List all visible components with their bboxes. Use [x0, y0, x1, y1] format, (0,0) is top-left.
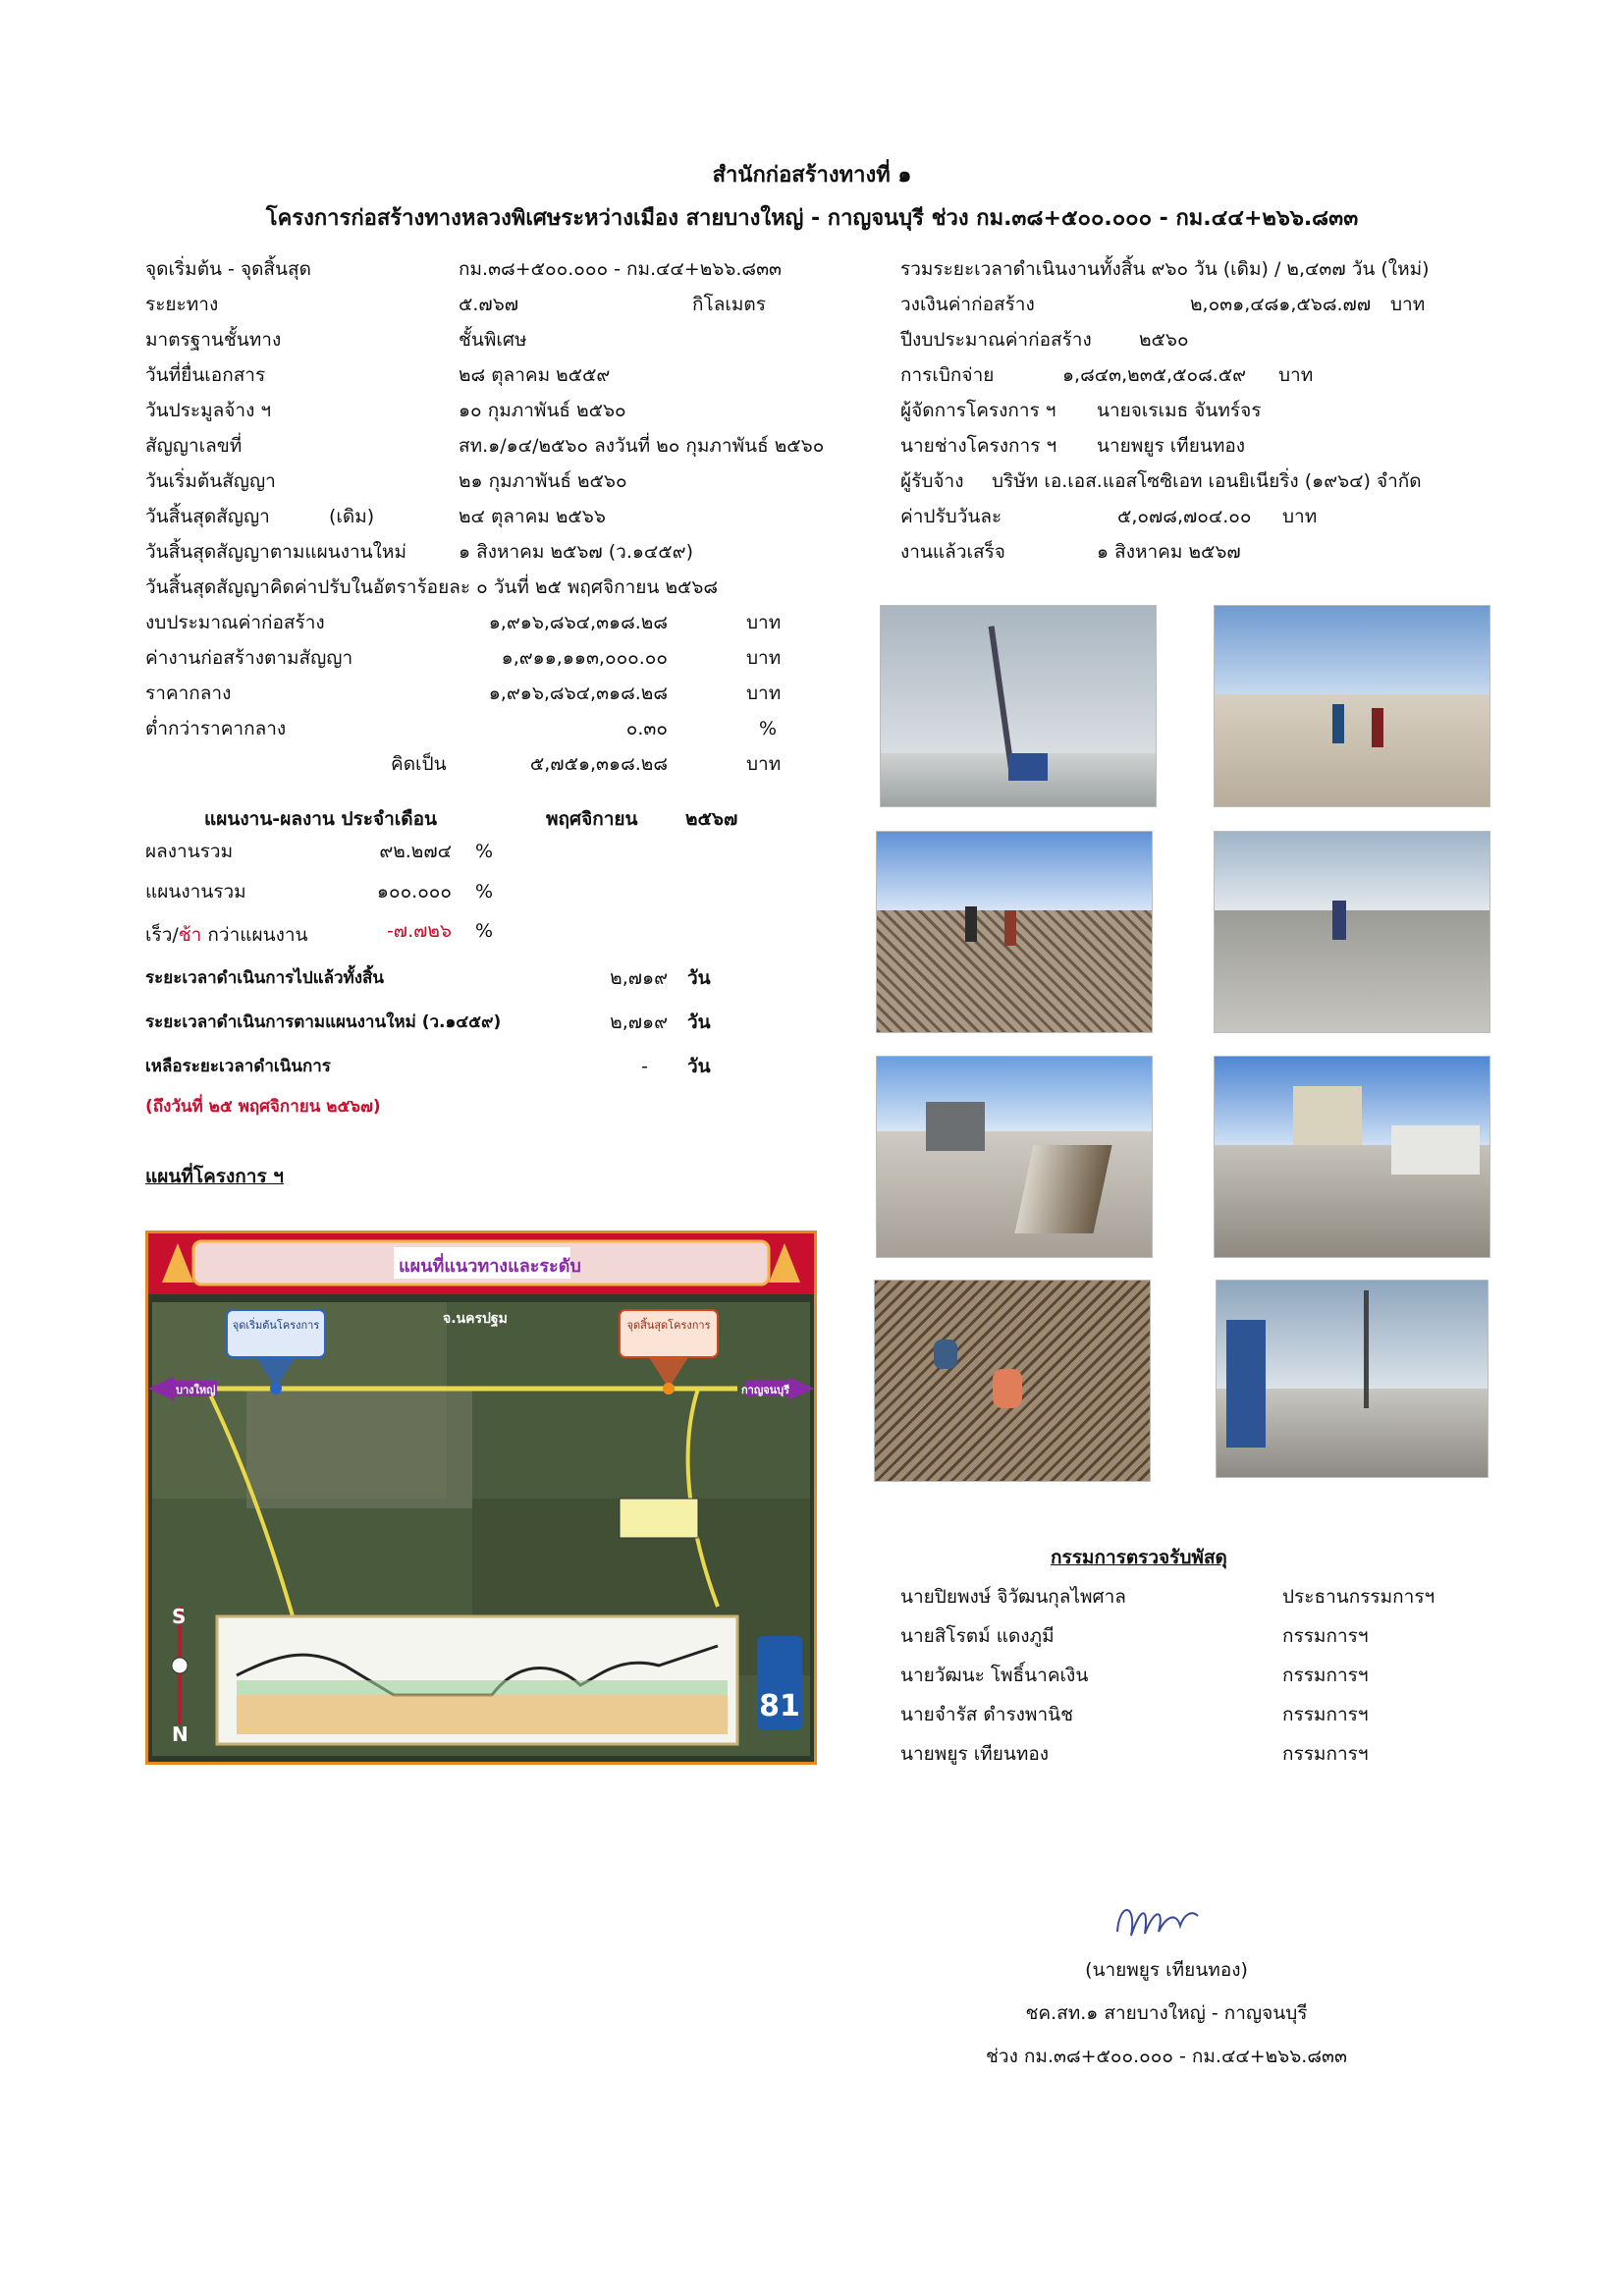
concrete-truck-photo — [876, 1056, 1153, 1258]
contractor-label: ผู้รับจ้าง — [900, 470, 964, 492]
below-median-unit: % — [759, 718, 778, 739]
start-end-label: จุดเริ่มต้น - จุดสิ้นสุด — [145, 258, 311, 280]
workers-rebar-photo — [874, 1280, 1151, 1482]
signer-name: (นายพยูร เทียนทอง) — [1085, 1959, 1248, 1981]
member-5-role: กรรมการฯ — [1282, 1743, 1369, 1765]
below-median-label: ต่ำกว่าราคากลาง — [145, 718, 287, 739]
ahead-text: เร็ว — [145, 924, 173, 946]
concrete-pour-photo — [1214, 1056, 1490, 1258]
contract-cost-unit: บาท — [746, 647, 782, 669]
construction-budget-unit: บาท — [1390, 294, 1426, 315]
bid-date-label: วันประมูลจ้าง ฯ — [145, 400, 272, 421]
actual-progress-label: ผลงานรวม — [145, 841, 234, 862]
distance-unit: กิโลเมตร — [692, 294, 766, 315]
elapsed-unit: วัน — [687, 967, 711, 989]
progress-year: ๒๕๖๗ — [685, 808, 738, 830]
disbursement-unit: บาท — [1278, 364, 1314, 386]
equivalent-unit: บาท — [746, 753, 782, 775]
behind-text: ช้า — [178, 924, 202, 946]
contract-end-note: (เดิม) — [329, 506, 375, 527]
actual-progress-unit: % — [475, 841, 494, 862]
equivalent-label: คิดเป็น — [391, 753, 447, 775]
project-manager-label: ผู้จัดการโครงการ ฯ — [900, 400, 1056, 421]
fiscal-year-value: ๒๕๖๐ — [1139, 329, 1189, 351]
concrete-finishing-photo — [1214, 831, 1490, 1033]
project-engineer-value: นายพยูร เทียนทอง — [1097, 435, 1246, 457]
project-engineer-label: นายช่างโครงการ ฯ — [900, 435, 1057, 457]
fiscal-year-label: ปีงบประมาณค่าก่อสร้าง — [900, 329, 1092, 351]
daily-fine-unit: บาท — [1282, 506, 1318, 527]
below-median-value: ๐.๓๐ — [625, 718, 668, 739]
contractor-value: บริษัท เอ.เอส.แอสโซซิเอท เอนยิเนียริ่ง (๑๙๖๔) จำกัด — [992, 470, 1422, 492]
median-price-value: ๑,๙๑๖,๘๖๔,๓๑๘.๒๘ — [488, 683, 668, 704]
contract-no-label: สัญญาเลขที่ — [145, 435, 243, 457]
province-label: จ.นครปฐม — [443, 1311, 508, 1327]
project-map — [145, 1230, 817, 1765]
contract-end-label: วันสิ้นสุดสัญญา — [145, 506, 270, 527]
member-1-role: ประธานกรรมการฯ — [1282, 1586, 1435, 1608]
contract-end-value: ๒๔ ตุลาคม ๒๕๖๖ — [459, 506, 606, 527]
member-1-name: นายปิยพงษ์ จิวัฒนกุลไพศาล — [900, 1586, 1126, 1608]
distance-value: ๕.๗๖๗ — [459, 294, 519, 315]
project-title: โครงการก่อสร้างทางหลวงพิเศษระหว่างเมือง สายบางใหญ่ - กาญจนบุรี ช่วง กม.๓๘+๕๐๐.๐๐๐ - กม.๔๔+๒๖๖.๘๓๓ — [265, 206, 1359, 231]
submit-date-value: ๒๘ ตุลาคม ๒๕๕๙ — [459, 364, 611, 386]
new-plan-duration-label: ระยะเวลาดำเนินการตามแผนงานใหม่ (ว.๑๔๕๙) — [145, 1012, 502, 1032]
slash-text: / — [172, 924, 179, 946]
compass-n: N — [172, 1722, 189, 1746]
total-duration-label: รวมระยะเวลาดำเนินงานทั้งสิ้น ๙๖๐ วัน (เดิม) / ๒,๔๓๗ วัน (ใหม่) — [900, 258, 1430, 280]
construction-budget-label: วงเงินค่าก่อสร้าง — [900, 294, 1035, 315]
crane-photo — [880, 605, 1157, 807]
median-price-unit: บาท — [746, 683, 782, 704]
planned-progress-unit: % — [475, 881, 494, 902]
completion-value: ๑ สิงหาคม ๒๕๖๗ — [1097, 541, 1241, 563]
compass-s: S — [172, 1605, 187, 1628]
budget-label: งบประมาณค่าก่อสร้าง — [145, 612, 325, 633]
signer-position: ชค.สท.๑ สายบางใหญ่ - กาญจนบุรี — [1025, 2002, 1308, 2024]
start-label: จุดเริ่มต้นโครงการ — [232, 1319, 320, 1332]
member-4-name: นายจำรัส ดำรงพานิช — [900, 1704, 1074, 1725]
ahead-behind-label — [145, 923, 308, 947]
crane-truck-photo — [1216, 1280, 1489, 1478]
contract-no-value: สท.๑/๑๔/๒๕๖๐ ลงวันที่ ๒๐ กุมภาพันธ์ ๒๕๖๐ — [459, 435, 825, 457]
handwritten-signature — [1108, 1892, 1206, 1951]
daily-fine-label: ค่าปรับวันละ — [900, 506, 1002, 527]
new-plan-duration-unit: วัน — [687, 1011, 711, 1033]
elapsed-label: ระยะเวลาดำเนินการไปแล้วทั้งสิ้น — [145, 968, 385, 988]
member-3-role: กรรมการฯ — [1282, 1665, 1369, 1686]
member-3-name: นายวัฒนะ โพธิ์นาคเงิน — [900, 1665, 1089, 1686]
planned-progress-label: แผนงานรวม — [145, 881, 246, 902]
new-plan-duration-value: ๒,๗๑๙ — [610, 1011, 668, 1033]
progress-month: พฤศจิกายน — [546, 808, 638, 830]
as-of-date: (ถึงวันที่ ๒๕ พฤศจิกายน ๒๕๖๗) — [145, 1097, 381, 1117]
bid-date-value: ๑๐ กุมภาพันธ์ ๒๕๖๐ — [459, 400, 626, 421]
penalty-line: วันสิ้นสุดสัญญาคิดค่าปรับในอัตราร้อยละ ๐ วันที่ ๒๕ พฤศจิกายน ๒๕๖๘ — [145, 576, 719, 598]
disbursement-value: ๑,๘๔๓,๒๓๕,๕๐๘.๕๙ — [1062, 364, 1247, 386]
info-box — [620, 1499, 698, 1538]
contract-start-label: วันเริ่มต้นสัญญา — [145, 470, 276, 492]
member-2-role: กรรมการฯ — [1282, 1625, 1369, 1647]
office-title: สำนักก่อสร้างทางที่ ๑ — [712, 163, 912, 188]
daily-fine-value: ๕,๐๗๘,๗๐๔.๐๐ — [1117, 506, 1252, 527]
map-banner-text: แผนที่แนวทางและระดับ — [399, 1256, 581, 1277]
construction-budget-value: ๒,๐๓๑,๔๘๑,๕๖๘.๗๗ — [1190, 294, 1372, 315]
median-price-label: ราคากลาง — [145, 683, 232, 704]
member-2-name: นายสิโรตม์ แดงภูมี — [900, 1625, 1055, 1647]
start-end-value: กม.๓๘+๕๐๐.๐๐๐ - กม.๔๔+๒๖๖.๘๓๓ — [459, 258, 783, 280]
rebar-deck-photo — [876, 831, 1153, 1033]
budget-unit: บาท — [746, 612, 782, 633]
project-manager-value: นายจเรเมธ จันทร์จร — [1097, 400, 1262, 421]
disbursement-label: การเบิกจ่าย — [900, 364, 995, 386]
vs-plan-text: กว่าแผนงาน — [201, 924, 308, 946]
end-label: จุดสิ้นสุดโครงการ — [626, 1319, 711, 1332]
budget-value: ๑,๙๑๖,๘๖๔,๓๑๘.๒๘ — [488, 612, 668, 633]
remaining-value: - — [641, 1056, 648, 1077]
route-number: 81 — [759, 1689, 800, 1723]
remaining-unit: วัน — [687, 1056, 711, 1077]
progress-heading: แผนงาน-ผลงาน ประจำเดือน — [204, 808, 438, 830]
contract-cost-value: ๑,๙๑๑,๑๑๓,๐๐๐.๐๐ — [501, 647, 668, 669]
left-arrow-label: บางใหญ่ — [176, 1384, 216, 1396]
submit-date-label: วันที่ยื่นเอกสาร — [145, 364, 266, 386]
standard-label: มาตรฐานชั้นทาง — [145, 329, 282, 351]
rebar-workers-photo — [1214, 605, 1490, 807]
contract-start-value: ๒๑ กุมภาพันธ์ ๒๕๖๐ — [459, 470, 627, 492]
standard-value: ชั้นพิเศษ — [459, 329, 527, 351]
actual-progress-value: ๙๒.๒๗๔ — [379, 841, 452, 862]
new-end-label: วันสิ้นสุดสัญญาตามแผนงานใหม่ — [145, 541, 406, 563]
member-4-role: กรรมการฯ — [1282, 1704, 1369, 1725]
planned-progress-value: ๑๐๐.๐๐๐ — [376, 881, 452, 902]
variance-unit: % — [475, 920, 494, 942]
variance-value: -๗.๗๒๖ — [386, 920, 452, 942]
equivalent-value: ๕,๗๕๑,๓๑๘.๒๘ — [529, 753, 668, 775]
committee-title: กรรมการตรวจรับพัสดุ — [1051, 1547, 1227, 1568]
remaining-label: เหลือระยะเวลาดำเนินการ — [145, 1057, 331, 1076]
signer-section: ช่วง กม.๓๘+๕๐๐.๐๐๐ - กม.๔๔+๒๖๖.๘๓๓ — [986, 2046, 1347, 2067]
new-end-value: ๑ สิงหาคม ๒๕๖๗ (ว.๑๔๕๙) — [459, 541, 694, 563]
member-5-name: นายพยูร เทียนทอง — [900, 1743, 1050, 1765]
right-arrow-label: กาญจนบุรี — [741, 1384, 790, 1396]
contract-cost-label: ค่างานก่อสร้างตามสัญญา — [145, 647, 353, 669]
map-section-title: แผนที่โครงการ ฯ — [145, 1166, 284, 1187]
distance-label: ระยะทาง — [145, 294, 219, 315]
completion-label: งานแล้วเสร็จ — [900, 541, 1005, 563]
elapsed-value: ๒,๗๑๙ — [610, 967, 668, 989]
